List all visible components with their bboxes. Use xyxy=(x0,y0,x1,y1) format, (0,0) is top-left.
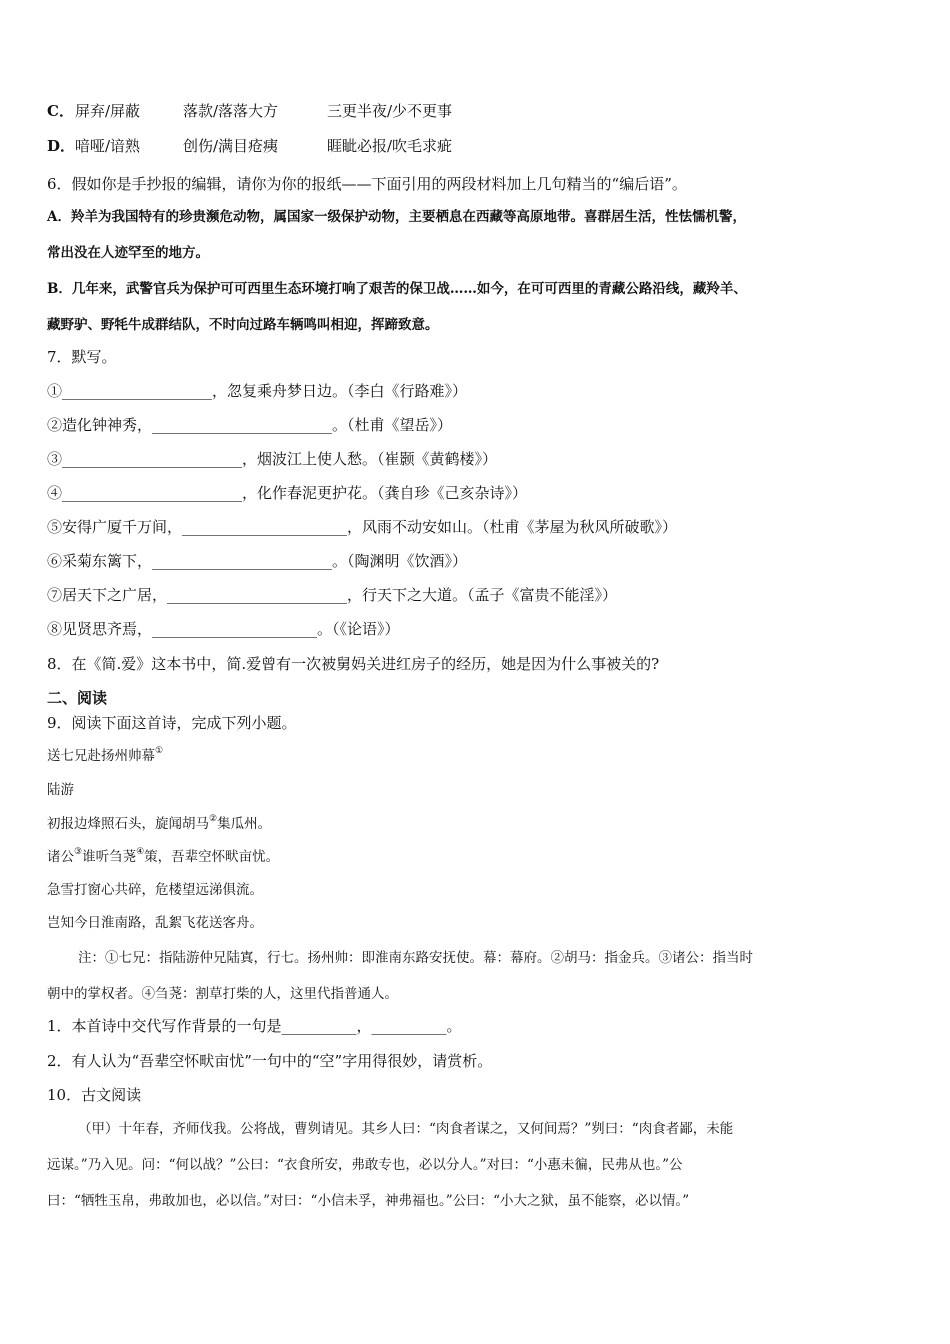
option-d-label: D． xyxy=(47,137,76,155)
q6-material-b-line2: 藏野驴、野牦牛成群结队，不时向过路车辆鸣叫相迎，挥蹄致意。 xyxy=(47,317,439,333)
option-d-item: 喑哑/谙熟 xyxy=(75,137,141,155)
poem-line: 岂知今日淮南路，乱絮飞花送客舟。 xyxy=(47,915,263,931)
footnote-marker: ④ xyxy=(136,847,145,857)
option-c-item: 屏弃/屏蔽 xyxy=(75,102,141,120)
q7-item: ②造化钟神秀，________________________。（杜甫《望岳》） xyxy=(47,416,453,434)
q7-item: ①____________________，忽复乘舟梦日边。（李白《行路难》） xyxy=(47,382,468,400)
q7-item: ⑤安得广厦千万间，______________________，风雨不动安如山。（杜甫《茅屋为秋风所破歌》） xyxy=(47,518,678,536)
q7-item: ⑦居天下之广居，________________________，行天下之大道。（孟子《富贵不能淫》） xyxy=(47,586,618,604)
option-c-label: C． xyxy=(47,102,74,120)
poem-line: 初报边烽照石头，旋闻胡马②集瓜州。 xyxy=(47,814,272,832)
poem-note-line2: 朝中的掌权者。④刍荛：割草打柴的人，这里代指普通人。 xyxy=(47,986,398,1002)
q6-material-a-line2: 常出没在人迹罕至的地方。 xyxy=(47,245,209,261)
q7-item: ⑧见贤思齐焉，______________________。（《论语》） xyxy=(47,620,400,638)
q6-prompt: 6．假如你是手抄报的编辑，请你为你的报纸——下面引用的两段材料加上几句精当的“编后语”。 xyxy=(47,175,687,193)
poem-line: 诸公③谁听刍荛④策，吾辈空怀畎亩忧。 xyxy=(47,847,280,865)
q10-prompt: 10．古文阅读 xyxy=(47,1086,142,1104)
poem-title: 送七兄赴扬州帅幕① xyxy=(47,746,164,764)
option-c-item: 三更半夜/少不更事 xyxy=(327,102,453,120)
q9-prompt: 9．阅读下面这首诗，完成下列小题。 xyxy=(47,714,297,732)
q10-passage-line: 曰：“牺牲玉帛，弗敢加也，必以信。”对曰：“小信未孚，神弗福也。”公曰：“小大之狱，虽不能察，必以情。” xyxy=(47,1193,690,1209)
option-d-item: 创伤/满目疮痍 xyxy=(183,137,279,155)
option-d xyxy=(47,136,910,156)
poem-note-line1: 注：①七兄：指陆游仲兄陆寘，行七。扬州帅：即淮南东路安抚使。幕：幕府。②胡马：指金兵。③诸公：指当时 xyxy=(78,950,753,966)
section-title: 二、阅读 xyxy=(47,689,108,707)
q7-prompt: 7．默写。 xyxy=(47,348,117,366)
option-c-item: 落款/落落大方 xyxy=(183,102,279,120)
option-c xyxy=(47,101,910,121)
q8-prompt: 8．在《简.爱》这本书中，简.爱曾有一次被舅妈关进红房子的经历，她是因为什么事被关的? xyxy=(47,655,660,673)
q7-item: ⑥采菊东篱下，________________________。（陶渊明《饮酒》） xyxy=(47,552,468,570)
q6-material-a-line1: A．羚羊为我国特有的珍贵濒危动物，属国家一级保护动物，主要栖息在西藏等高原地带。喜群居生活，性怯懦机警， xyxy=(47,209,746,225)
option-d-item: 睚眦必报/吹毛求疵 xyxy=(327,137,453,155)
poem-line: 急雪打窗心共碎，危楼望远涕俱流。 xyxy=(47,882,263,898)
q7-item: ③________________________，烟波江上使人愁。（崔颢《黄鹤楼》） xyxy=(47,450,498,468)
footnote-marker: ② xyxy=(209,814,218,824)
q9-subquestion-1: 1．本首诗中交代写作背景的一句是__________，__________。 xyxy=(47,1017,462,1035)
q10-passage-line: 远谋。”乃入见。问：“何以战？”公曰：“衣食所安，弗敢专也，必以分人。”对曰：“小惠未徧，民弗从也。”公 xyxy=(47,1157,683,1173)
q7-item: ④________________________，化作春泥更护花。（龚自珍《己亥杂诗》） xyxy=(47,484,528,502)
q9-subquestion-2: 2．有人认为“吾辈空怀畎亩忧”一句中的“空”字用得很妙，请赏析。 xyxy=(47,1052,493,1070)
q6-material-b-line1: B．几年来，武警官兵为保护可可西里生态环境打响了艰苦的保卫战……如今，在可可西里的青藏公路沿线，藏羚羊、 xyxy=(47,281,747,297)
q10-passage-line: （甲）十年春，齐师伐我。公将战，曹刿请见。其乡人曰：“肉食者谋之，又何间焉？”刿曰：“肉食者鄙，未能 xyxy=(78,1121,734,1137)
poem-author: 陆游 xyxy=(47,782,74,798)
footnote-marker: ① xyxy=(155,746,164,756)
footnote-marker: ③ xyxy=(74,847,83,857)
